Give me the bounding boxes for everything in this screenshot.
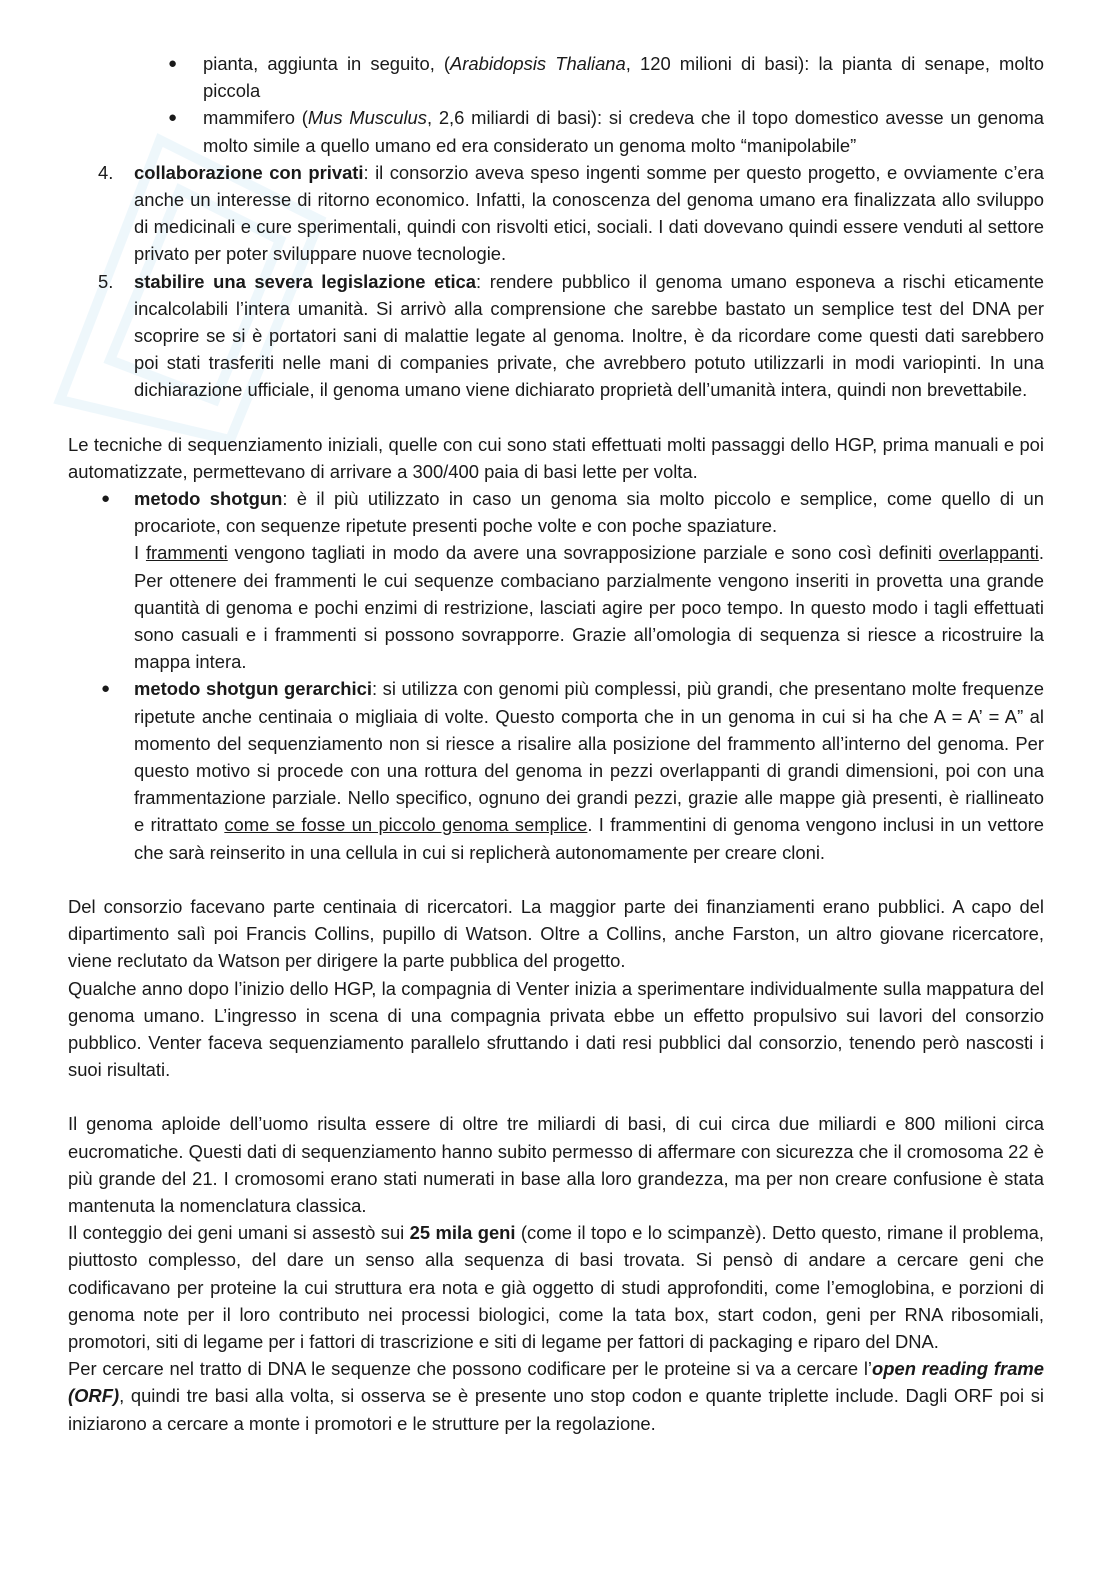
item-number: 5. [98,270,114,292]
paragraph-genome: Il genoma aploide dell’uomo risulta essere di oltre tre miliardi di basi, di cui circa due miliardi e 800 milioni circa eucromatiche. Questi dati di sequenziamento hanno subito permesso di affermare con sicurezza che il cromosoma 22 è più grande del 21. I cromosomi erano stati numerati in base alla loro grandezza, ma per non creare confusione è stata mantenuta la nomenclatura classica. [68,1113,1044,1216]
bullet-icon: ● [101,680,111,698]
numbered-item: 5. stabilire una severa legislazione etica: rendere pubblico il genoma umano esponeva a rischi eticamente incalcolabili l’intera umanità. Si arrivò alla comprensione che sarebbe bastato un semplice test del DNA per scoprire se si è portatori sani di malattie legate al genoma. Inoltre, è da ricordare come questi dati sarebbero poi stati trasferiti nelle mani di companies private, che avrebbero potuto utilizzarli in modi variopinti. In una dichiarazione ufficiale, il genoma umano viene dichiarato proprietà dell’umanità intera, quindi non brevettabile. [68,268,1044,404]
numbered-item: 4. collaborazione con privati: il consorzio aveva speso ingenti somme per questo progetto, e ovviamente c’era anche un interesse di ritorno economico. Infatti, la conoscenza del genoma umano era finalizzata allo sviluppo di medicinali e cure sperimentali, quindi con risvolti etici, sociali. I dati dovevano quindi essere venduti al settore privato per poter sviluppare nuove tecnologie. [68,159,1044,268]
list-item-shotgun-gerarchici: ● metodo shotgun gerarchici: si utilizza con genomi più complessi, più grandi, che presentano molte frequenze ripetute anche centinaia o migliaia di volte. Questo comporta che in un genoma in cui si ha che A = A’ = A” al momento del sequenziamento non si riesce a risalire alla posizione del frammento all’interno del genoma. Per questo motivo si procede con una rottura del genoma in pezzi overlappanti di grandi dimensioni, poi con una frammentazione parziale. Nello specifico, ognuno dei grandi pezzi, grazie alle mappe già presenti, è riallineato e ritrattato come se fosse un piccolo genoma semplice. I frammentini di genoma vengono inclusi in un vettore che sarà reinserito in una cellula in cui si replicherà autonomamente per creare cloni. [68,675,1044,865]
bullet-icon: ● [168,109,178,127]
paragraph-genes: Il conteggio dei geni umani si assestò sui 25 mila geni (come il topo e lo scimpanzè). Detto questo, rimane il problema, piuttosto complesso, del dare un senso alla sequenza di basi trovata. Si pensò di andare a cercare geni che codificavano per proteine la cui struttura era nota e già oggetto di studi approfonditi, come l’emoglobina, e porzioni di genoma note per il loro contributo nei processi biologici, come la tata box, start codon, geni per RNA ribosomiali, promotori, siti di legame per i fattori di trascrizione e siti di legame per fattori di packaging e riparo del DNA. [68,1222,1045,1352]
list-item: ● pianta, aggiunta in seguito, (Arabidopsis Thaliana, 120 milioni di basi): la pianta di senape, molto piccola [68,50,1044,104]
paragraph-orf: Per cercare nel tratto di DNA le sequenze che possono codificare per le proteine si va a cercare l’open reading frame (ORF), quindi tre basi alla volta, si osserva se è presente uno stop codon e quante triplette include. Dagli ORF poi si iniziarono a cercare a monte i promotori e le strutture per la regolazione. [68,1358,1045,1434]
item-number: 4. [98,161,114,183]
bullet-icon: ● [101,490,111,508]
document-body [68,50,1044,1437]
paragraph-techniques: Le tecniche di sequenziamento iniziali, quelle con cui sono stati effettuati molti passaggi dello HGP, prima manuali e poi automatizzate, permettevano di arrivare a 300/400 paia di basi lette per volta. [68,433,1044,482]
bullet-icon: ● [168,55,178,72]
paragraph-consortium: Del consorzio facevano parte centinaia di ricercatori. La maggior parte dei finanziamenti erano pubblici. A capo del dipartimento salì poi Francis Collins, pupillo di Watson. Oltre a Collins, anche Farston, un altro giovane ricercatore, viene reclutato da Watson per dirigere la parte pubblica del progetto. [68,895,1044,972]
list-item: ● mammifero (Mus Musculus, 2,6 miliardi di basi): si credeva che il topo domestico avesse un genoma molto simile a quello umano ed era considerato un genoma molto “manipolabile” [68,104,1044,158]
paragraph-venter: Qualche anno dopo l’inizio dello HGP, la compagnia di Venter inizia a sperimentare individualmente sulla mappatura del genoma umano. L’ingresso in scena di una compagnia privata ebbe un effetto propulsivo sui lavori del consorzio pubblico. Venter faceva sequenziamento parallelo sfruttando i dati resi pubblici dal consorzio, tenendo però nascosti i suoi risultati. [68,977,1044,1081]
list-item-shotgun: ● metodo shotgun: è il più utilizzato in caso un genoma sia molto piccolo e semplice, come quello di un procariote, con sequenze ripetute presenti poche volte e con poche spaziature. I frammenti vengono tagliati in modo da avere una sovrapposizione parziale e sono così definiti overlappanti. Per ottenere dei frammenti le cui sequenze combaciano parzialmente vengono inseriti in provetta una grande quantità di genoma e pochi enzimi di restrizione, lasciati agire per poco tempo. In questo modo i tagli effettuati sono casuali e i frammenti si possono sovrapporre. Grazie all’omologia di sequenza si riesce a ricostruire la mappa intera. [68,485,1044,675]
